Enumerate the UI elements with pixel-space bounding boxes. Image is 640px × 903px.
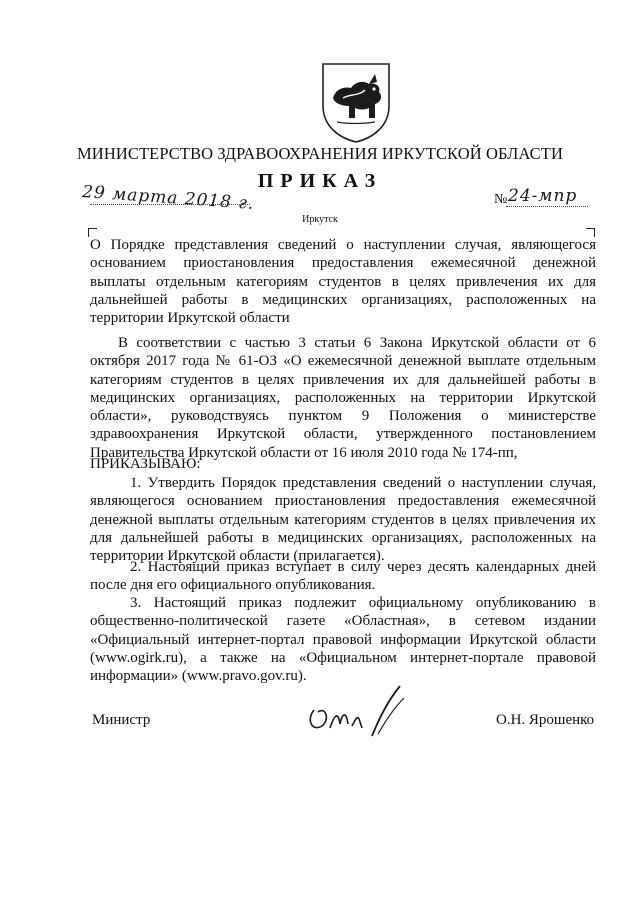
coat-of-arms-emblem (319, 60, 393, 144)
ordering-word: ПРИКАЗЫВАЮ: (90, 456, 201, 472)
order-item-3: 3. Настоящий приказ подлежит официальному опубликованию в общественно-политической газете «Областная», в сетевом издании «Официальный интернет-портал правовой информации Иркутской области (www.ogirk.ru), а также на «Официальном интернет-портале правовой информации» (www.pravo.gov.ru). (90, 595, 596, 685)
preamble-paragraph: В соответствии с частью 3 статьи 6 Закона Иркутской области от 6 октября 2017 года № 61-ОЗ «О ежемесячной денежной выплате отдельным категориям студентов в целях привлечения их для дальнейшей работы в медицинских организациях, расположенных на территории Иркутской области», руководствуясь пунктом 9 Положения о министерстве здравоохранения Иркутской области, утвержденного постановлением Правительства Иркутской области от 16 июля 2010 года № 174-пп, (90, 335, 596, 461)
order-item-2: 2. Настоящий приказ вступает в силу через десять календарных дней после дня его официального опубликования. (90, 559, 596, 594)
order-item-1: 1. Утвердить Порядок представления сведений о наступлении случая, являющегося основанием приостановления предоставления ежемесячной денежной выплаты отдельным категориям студентов в целях привлечения их для дальнейшей работы в медицинских организациях, расположенных на территории Иркутской области (прилагается). (90, 475, 596, 565)
number-underline (506, 206, 588, 207)
document-title: ПРИКАЗ (257, 170, 383, 192)
number-sign: № (494, 192, 508, 207)
date-underline (90, 204, 250, 205)
signatory-name: О.Н. Ярошенко (496, 712, 595, 728)
ministry-name: МИНИСТЕРСТВО ЗДРАВООХРАНЕНИЯ ИРКУТСКОЙ ОБЛАСТИ (77, 144, 563, 163)
document-subject: О Порядке представления сведений о наступлении случая, являющегося основанием приостановления предоставления ежемесячной денежной выплаты отдельным категориям студентов в целях привлечения их для дальнейшей работы в медицинских организациях, расположенных на территории Иркутской области (90, 237, 596, 327)
handwritten-signature (300, 680, 420, 740)
handwritten-date: 29 марта 2018 г. (81, 182, 255, 214)
city-label: Иркутск (302, 214, 338, 225)
signatory-position: Министр (92, 712, 151, 728)
handwritten-number: 24-мпр (508, 186, 578, 206)
